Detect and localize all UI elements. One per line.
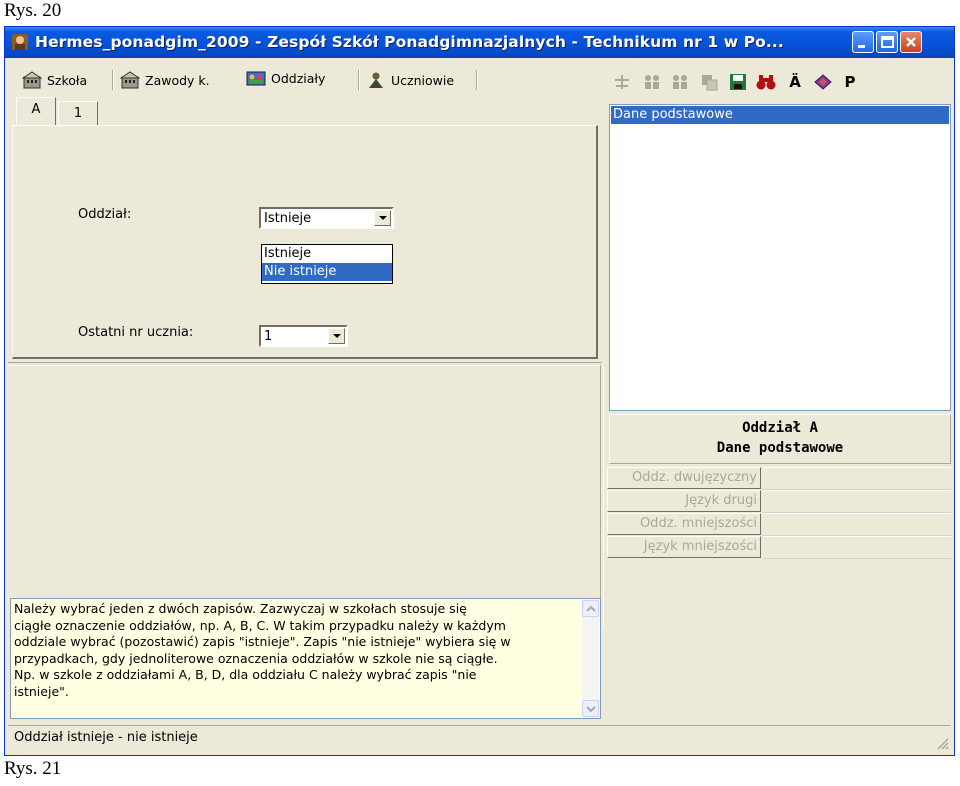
- users-icon: [643, 73, 661, 91]
- class-info-header: [609, 414, 951, 464]
- save-button[interactable]: [727, 72, 749, 92]
- inner-tab-label: 1: [73, 106, 83, 121]
- status-bar: [8, 725, 951, 752]
- copy-icon: [700, 73, 718, 91]
- tree-button[interactable]: [611, 72, 633, 92]
- section-name: Dane podstawowe: [716, 440, 844, 456]
- minimize-icon: [855, 34, 871, 50]
- tab-label: Szkoła: [47, 72, 88, 88]
- chevron-up-icon: [586, 605, 596, 613]
- student-icon: [366, 71, 386, 89]
- close-button[interactable]: [900, 31, 922, 53]
- button-row-strip: [763, 490, 951, 513]
- dropdown-option-nie-istnieje[interactable]: Nie istnieje: [262, 263, 392, 281]
- client-area: [8, 58, 951, 752]
- save-icon: [729, 73, 747, 91]
- help-scrollbar[interactable]: [582, 600, 599, 717]
- jezyk-mniejszosci-button[interactable]: Język mniejszości: [607, 536, 761, 558]
- book-button[interactable]: [812, 72, 834, 92]
- chevron-down-icon[interactable]: [328, 328, 345, 344]
- scroll-down-button[interactable]: [582, 700, 599, 717]
- tab-label: Uczniowie: [391, 72, 455, 88]
- panel-divider: [8, 362, 602, 366]
- building-icon: [22, 71, 42, 89]
- maximize-icon: [879, 34, 895, 50]
- app-window: [4, 26, 955, 756]
- chevron-down-icon[interactable]: [374, 210, 391, 226]
- button-row-strip: [763, 536, 951, 559]
- p-button[interactable]: [839, 72, 861, 92]
- help-text: [14, 601, 580, 700]
- building-icon: [120, 71, 140, 89]
- tab-szkola[interactable]: [22, 68, 87, 92]
- help-line: ciągłe oznaczenie oddziałów, np. A, B, C. W takim przypadku należy w każdym: [14, 617, 506, 633]
- inner-tab-a[interactable]: [16, 97, 56, 125]
- tab-separator: [112, 70, 114, 90]
- tab-separator: [358, 70, 360, 90]
- help-line: oddziale wybrać (pozostawić) zapis "istnieje". Zapis "nie istnieje" wybiera się w: [14, 634, 511, 649]
- tab-oddzialy[interactable]: [246, 66, 325, 90]
- help-line: Należy wybrać jeden z dwóch zapisów. Zazwyczaj w szkołach stosuje się: [14, 601, 467, 616]
- oddzial-select-value: Istnieje: [264, 211, 312, 226]
- figure-caption-bottom: Rys. 21: [4, 758, 62, 779]
- oddzial-label: Oddział:: [78, 207, 132, 222]
- users-disabled-button[interactable]: [669, 72, 691, 92]
- tab-zawody[interactable]: [120, 68, 210, 92]
- tab-label: Zawody k.: [145, 72, 210, 88]
- tab-uczniowie[interactable]: [366, 68, 454, 92]
- a-umlaut-icon: Ä: [789, 73, 801, 91]
- help-line: Np. w szkole z oddziałami A, B, D, dla oddziału C należy wybrać zapis "nie: [14, 667, 477, 682]
- inner-tab-1[interactable]: [58, 101, 98, 125]
- maximize-button[interactable]: [876, 31, 898, 53]
- chevron-down-icon: [586, 705, 596, 713]
- ostatni-nr-label: Ostatni nr ucznia:: [78, 325, 194, 340]
- users-button[interactable]: [641, 72, 663, 92]
- ostatni-nr-value: 1: [264, 329, 273, 344]
- help-textbox[interactable]: [10, 598, 601, 719]
- copy-button[interactable]: [698, 72, 720, 92]
- window-title: Hermes_ponadgim_2009 - Zespół Szkół Ponadgimnazjalnych - Technikum nr 1 w Po...: [35, 33, 784, 51]
- book-icon: [813, 73, 833, 91]
- title-bar[interactable]: [5, 27, 954, 58]
- panel-divider-vertical: [600, 365, 604, 629]
- tab-separator: [476, 70, 478, 90]
- resize-grip-icon[interactable]: [935, 736, 949, 750]
- scroll-up-button[interactable]: [582, 600, 599, 617]
- class-name: Oddział A: [742, 420, 818, 436]
- status-text: Oddział istnieje - nie istnieje: [14, 730, 198, 745]
- help-line: przypadkach, gdy jednoliterowe oznaczenia oddziałów w szkole nie są ciągłe.: [14, 650, 498, 666]
- search-button[interactable]: [755, 72, 777, 92]
- class-form-panel: [8, 95, 602, 361]
- classroom-icon: [246, 69, 266, 87]
- button-row-strip: [763, 467, 951, 490]
- section-list[interactable]: [609, 104, 951, 411]
- close-icon: [903, 34, 919, 50]
- form-group: [12, 125, 598, 359]
- jezyk-drugi-button[interactable]: Język drugi: [607, 490, 761, 512]
- oddz-dwujezyczny-button[interactable]: Oddz. dwujęzyczny: [607, 467, 761, 489]
- list-item[interactable]: Dane podstawowe: [611, 106, 949, 124]
- tree-icon: [613, 73, 631, 91]
- oddzial-select[interactable]: [259, 207, 394, 229]
- app-icon[interactable]: [11, 33, 29, 51]
- help-line: istnieje".: [14, 683, 69, 699]
- figure-caption-top: Rys. 20: [4, 0, 62, 21]
- button-row-strip: [763, 513, 951, 536]
- inner-tab-label: A: [31, 102, 41, 117]
- a-umlaut-button[interactable]: [784, 72, 806, 92]
- binoculars-icon: [756, 73, 776, 91]
- ostatni-nr-select[interactable]: [259, 325, 348, 347]
- dropdown-option-istnieje[interactable]: Istnieje: [264, 246, 312, 261]
- users-disabled-icon: [671, 73, 689, 91]
- tab-label: Oddziały: [271, 70, 326, 86]
- p-icon: P: [844, 73, 856, 91]
- oddz-mniejszosci-button[interactable]: Oddz. mniejszości: [607, 513, 761, 535]
- oddzial-dropdown-list: [261, 244, 393, 284]
- minimize-button[interactable]: [852, 31, 874, 53]
